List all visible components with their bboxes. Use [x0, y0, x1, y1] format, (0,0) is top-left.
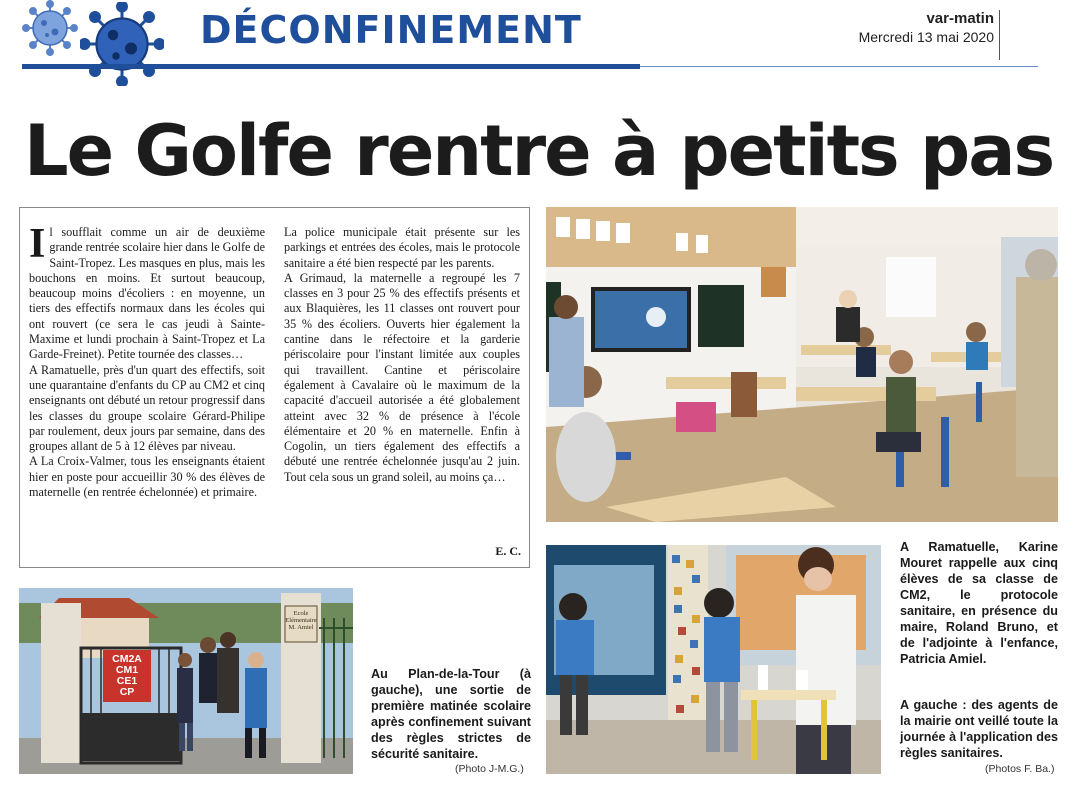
paragraph: l soufflait comme un air de deuxième grande rentrée scolaire hier dans le Golfe de Saint-Tropez. Les masques en plus, mais les bouchons en moins. Et surtout beaucoup, beaucoup moins d'écoliers : en moyenne, un tiers des effectifs normaux dans les écoles qui ont rouvert (ce sera le cas jeudi à Sainte-Maxime et lundi prochain à Saint-Tropez et La Garde-Freinet). Petite tournée des classes… [29, 225, 265, 362]
paragraph: A Ramatuelle, près d'un quart des effectifs, soit une quarantaine d'enfants du CP au CM2 et cinq enseignants ont débuté un retour progressif dans les classes du groupe scolaire Gérard-Philipe par roulement, deux jours par semaine, dans des groupes allant de 5 à 12 élèves par niveau. [29, 362, 265, 454]
classroom-sign [105, 654, 149, 698]
school-plaque: Ecole Elémentaire M. Amiel [285, 610, 317, 631]
issue-date: Mercredi 13 mai 2020 [858, 29, 994, 45]
sign-line: CE1 [116, 675, 138, 687]
masthead-divider [999, 10, 1000, 60]
headline: Le Golfe rentre à petits pas [24, 110, 1054, 192]
header-rule-thin [640, 66, 1038, 67]
photo-credit-left: (Photo J-M.G.) [455, 763, 524, 775]
sign-line: CP [119, 686, 135, 698]
school-gate-photo [19, 588, 353, 774]
drop-cap: I [29, 221, 46, 267]
caption-plan-de-la-tour: Au Plan-de-la-Tour (à gauche), une sortie de première matinée scolaire après confinement suivant des règles strictes de sécurité sanitaire. [371, 667, 531, 761]
newspaper-name: var-matin [926, 10, 994, 27]
caption-ramatuelle: A Ramatuelle, Karine Mouret rappelle aux cinq élèves de sa classe de CM2, le protocole sanitaire, en présence du maire, Roland Bruno, et de l'adjointe à l'enfance, Patricia Amiel. [900, 540, 1058, 666]
article-signature: E. C. [495, 544, 521, 558]
paragraph: A La Croix-Valmer, tous les enseignants étaient hier en poste pour accueillir 30 % des élèves de maternelle (en rentrée échelonnée) et primaire. [29, 454, 265, 500]
virus-icon [80, 2, 164, 86]
caption-agents: A gauche : des agents de la mairie ont veillé toute la journée à l'application des règles sanitaires. [900, 698, 1058, 760]
paragraph: La police municipale était présente sur les parkings et entrées des écoles, mais le protocole sanitaire a été bien respecté par les parents. [284, 225, 520, 270]
header-rule [22, 64, 640, 69]
sign-line: CM1 [115, 664, 139, 676]
article-column-1 [29, 221, 265, 500]
sign-line: CM2A [112, 653, 142, 665]
handwash-photo [546, 545, 881, 774]
section-rubric: DÉCONFINEMENT [200, 8, 582, 52]
classroom-photo [546, 207, 1058, 522]
virus-icon [22, 0, 78, 56]
article-column-2 [284, 225, 520, 485]
masthead [859, 10, 994, 46]
paragraph: A Grimaud, la maternelle a regroupé les 7 classes en 3 pour 25 % des effectifs présents et aux Blaquières, les 11 classes ont rouvert pour 35 % des écoliers. Ouverts hier également la cantine dans le réfectoire et la garderie périscolaire pour l'instant limitée aux couples qui travaillent. Cantine et périscolaire également à Cavalaire où le maximum de la capacité d'accueil autorisée a été globalement atteint avec 32 % de présence à l'école élémentaire et 20 % en maternelle. Enfin à Cogolin, un tiers également des effectifs a débuté une rentrée échelonnée jusqu'au 2 juin. Tout cela sous un grand soleil, au moins ça… [284, 270, 520, 484]
photo-credit-right: (Photos F. Ba.) [985, 763, 1055, 775]
